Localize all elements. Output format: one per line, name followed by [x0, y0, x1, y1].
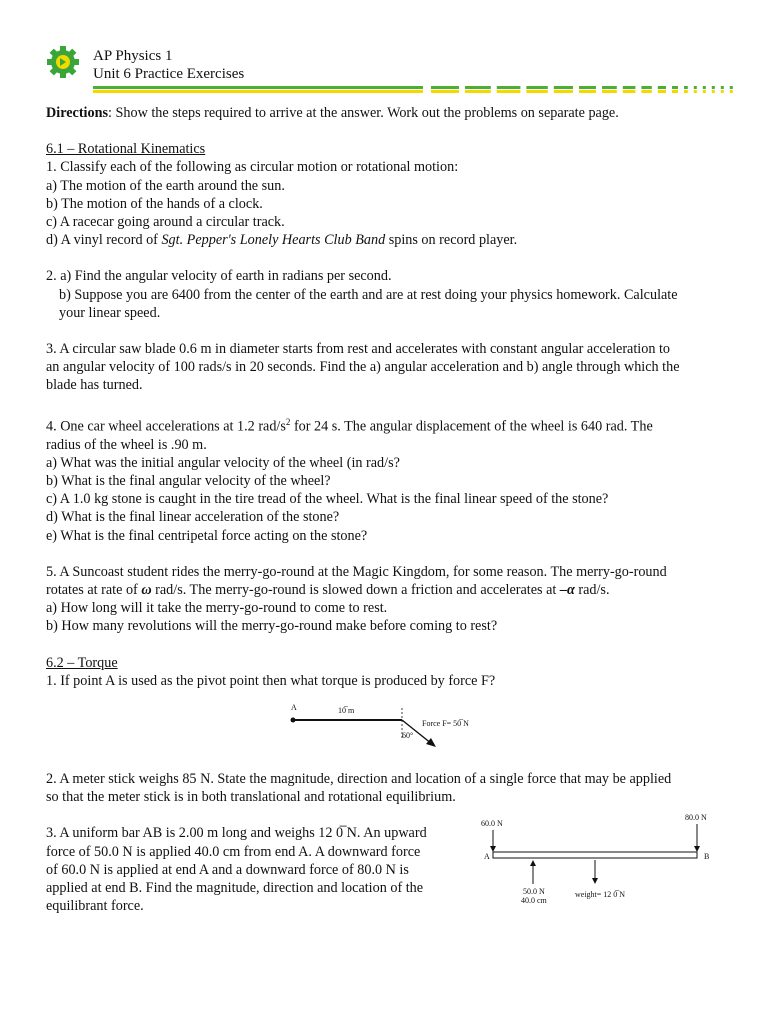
end-a-label: A — [484, 852, 490, 862]
torque-q2-line2: so that the meter stick is in both translational and rotational equilibrium. — [46, 789, 456, 806]
bar-diagram — [471, 812, 721, 912]
rule-dash — [602, 86, 617, 89]
q3-line3: blade has turned. — [46, 377, 143, 394]
directions-text: : Show the steps required to arrive at the answer. Work out the problems on separate page. — [108, 105, 619, 121]
q1-c: c) A racecar going around a circular track. — [46, 214, 285, 231]
q5-b: b) How many revolutions will the merry-go-round make before coming to rest? — [46, 618, 498, 635]
rule-dash — [684, 86, 688, 89]
q4-b: b) What is the final angular velocity of the wheel? — [46, 472, 331, 489]
q4-line1: 4. One car wheel accelerations at 1.2 rad/$s^2$ for 24 s. The angular displacement of the wheel is 640 rad. The — [46, 416, 653, 435]
right-force-label: 80.0 N — [685, 813, 707, 823]
directions — [46, 104, 726, 122]
rule-dash — [712, 90, 715, 93]
unit-title: Unit 6 Practice Exercises — [93, 66, 245, 82]
q3-line1: 3. A circular saw blade 0.6 m in diameter starts from rest and accelerates with constant angular acceleration to — [46, 341, 671, 358]
rule-dash — [721, 90, 724, 93]
rule-dash — [730, 86, 733, 89]
rule-dash — [526, 86, 547, 89]
end-b-label: B — [704, 852, 710, 862]
q5-line1: 5. A Suncoast student rides the merry-go-round at the Magic Kingdom, for some reason. The merry-go-round — [46, 563, 667, 580]
rule-dash — [658, 86, 666, 89]
section-title-6-1: 6.1 – Rotational Kinematics — [46, 141, 206, 158]
pivot-point — [291, 718, 296, 723]
rule-dash — [554, 90, 573, 93]
rule-dash — [431, 90, 459, 93]
weight-label: weight= 12 0̅ N — [575, 890, 626, 900]
rule-dash — [730, 90, 733, 93]
q4-line2: radius of the wheel is .90 m. — [46, 436, 207, 453]
q2-b-line2: your linear speed. — [59, 304, 161, 321]
rule-dash — [465, 90, 491, 93]
rule-dash — [431, 86, 459, 89]
rule-dash — [703, 90, 706, 93]
rule-dash — [497, 86, 521, 89]
q1-a: a) The motion of the earth around the sun. — [46, 177, 285, 194]
rule-dash — [694, 90, 697, 93]
torque-q3-line1: 3. A uniform bar AB is 2.00 m long and weighs 12 0̅ N. An upward — [46, 825, 427, 842]
pivot-label: A — [291, 703, 297, 713]
worksheet-content — [46, 104, 726, 924]
gear-logo-icon — [47, 44, 79, 80]
rule-dash — [658, 90, 666, 93]
rule-dash — [526, 90, 547, 93]
force-arrow-head — [426, 738, 436, 747]
rule-dash — [579, 86, 596, 89]
q4-c: c) A 1.0 kg stone is caught in the tire tread of the wheel. What is the final linear speed of the stone? — [46, 491, 609, 508]
angle-label: 60° — [402, 731, 414, 741]
rule-dash — [712, 86, 715, 89]
rule-dash — [623, 90, 636, 93]
rule-dash — [721, 86, 724, 89]
rule-dash — [703, 86, 706, 89]
q2-a: 2. a) Find the angular velocity of earth in radians per second. — [46, 268, 392, 285]
q1-stem: 1. Classify each of the following as circular motion or rotational motion: — [46, 159, 459, 176]
page-header — [93, 47, 244, 83]
left-force-label: 60.0 N — [481, 819, 503, 829]
q4-a: a) What was the initial angular velocity of the wheel (in rad/s? — [46, 454, 400, 471]
header-rule — [93, 86, 733, 96]
rule-dash — [694, 86, 697, 89]
torque-q2-line1: 2. A meter stick weighs 85 N. State the magnitude, direction and location of a single force that may be applied — [46, 771, 672, 788]
up-force-label: 50.0 N — [523, 887, 545, 897]
course-title: AP Physics 1 — [93, 48, 173, 64]
torque-q3 — [46, 813, 726, 924]
torque-q1-stem: 1. If point A is used as the pivot point then what torque is produced by force F? — [46, 672, 496, 689]
rule-dash — [579, 90, 596, 93]
length-label: 10̅ m — [338, 706, 355, 716]
rule-dash — [465, 86, 491, 89]
rule-dash — [672, 90, 678, 93]
rule-dash — [672, 86, 678, 89]
rule-dash — [641, 90, 651, 93]
rule-dash — [684, 90, 688, 93]
rule-dash — [641, 86, 651, 89]
q1-d: d) A vinyl record of Sgt. Pepper's Lonely Hearts Club Band spins on record player. — [46, 232, 518, 249]
rule-dash — [554, 86, 573, 89]
rule-dash — [623, 86, 636, 89]
rule-dash — [602, 90, 617, 93]
q5-line2: rotates at rate of ω rad/s. The merry-go-round is slowed down a friction and accelerates at –α rad/s. — [46, 582, 610, 598]
section-title-6-2: 6.2 – Torque — [46, 654, 118, 671]
q5-a: a) How long will it take the merry-go-round to come to rest. — [46, 600, 388, 617]
torque-diagram-1 — [46, 702, 726, 764]
directions-label: Directions — [46, 105, 108, 121]
uniform-bar — [493, 852, 697, 858]
q4-e: e) What is the final centripetal force acting on the stone? — [46, 527, 368, 544]
torque-q3-line5: equilibrant force. — [46, 898, 144, 915]
q3-line2: an angular velocity of 100 rads/s in 20 seconds. Find the a) angular acceleration and b) angle through which the — [46, 359, 680, 376]
q4-d: d) What is the final linear acceleration of the stone? — [46, 509, 340, 526]
q2-b-line1: b) Suppose you are 6400 from the center of the earth and are at rest doing your physics homework. Calculate — [59, 286, 678, 303]
up-force-position: 40.0 cm — [521, 896, 547, 906]
force-label: Force F= 50̅ N — [422, 719, 469, 729]
torque-q3-line4: applied at end B. Find the magnitude, direction and location of the — [46, 880, 424, 897]
q1-b: b) The motion of the hands of a clock. — [46, 195, 263, 212]
torque-q3-line3: of 60.0 N is applied at end A and a downward force of 80.0 N is — [46, 861, 409, 878]
rule-dash — [497, 90, 521, 93]
torque-q3-line2: force of 50.0 N is applied 40.0 cm from end A. A downward force — [46, 843, 421, 860]
